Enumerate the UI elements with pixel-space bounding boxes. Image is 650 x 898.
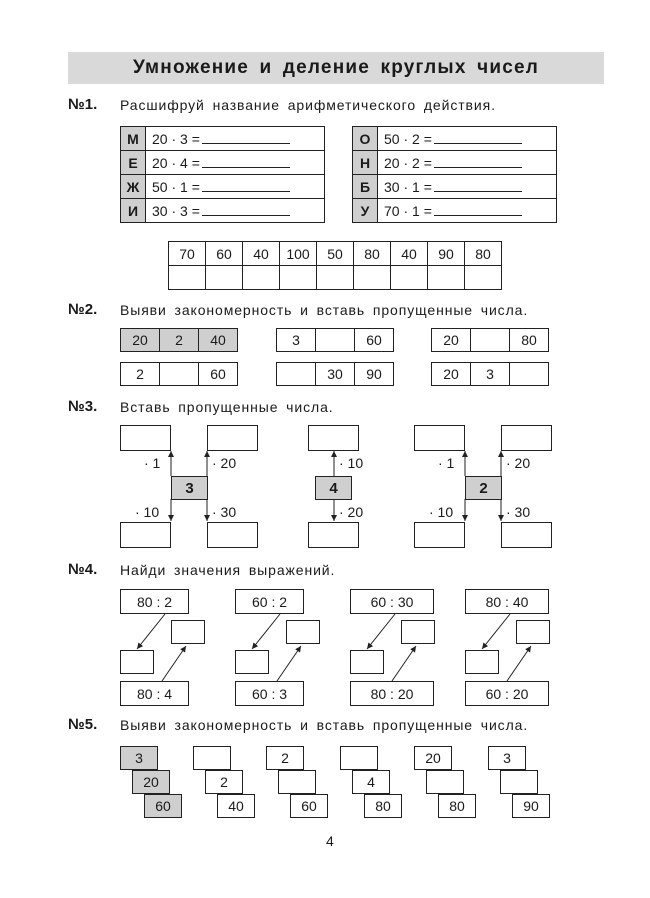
multiplier-label: · 20 (339, 504, 364, 520)
task5-text: Выяви закономерность и вставь пропущенные числа. (120, 717, 529, 733)
staircase-cell: 20 (132, 770, 170, 794)
code-letter: М (121, 127, 146, 151)
answer-box[interactable] (516, 620, 550, 644)
number-cell: 3 (276, 328, 316, 352)
code-letter: Б (353, 175, 378, 199)
code-letter: Е (121, 151, 146, 175)
answer-box[interactable] (350, 650, 384, 674)
multiplier-label: · 10 (135, 504, 160, 520)
task1-text: Расшифруй название арифметического действия. (120, 97, 496, 113)
answer-box[interactable] (401, 620, 435, 644)
answer-box[interactable] (235, 650, 269, 674)
answer-box[interactable] (286, 620, 320, 644)
center-number: 2 (465, 476, 502, 500)
answer-number: 80 (354, 242, 391, 266)
number-cell: 2 (159, 328, 199, 352)
arrow-line (367, 614, 395, 649)
staircase-cell: 3 (120, 746, 158, 770)
answer-number: 40 (391, 242, 428, 266)
code-letter: У (353, 199, 378, 223)
code-expression: 30 · 3 = (146, 199, 325, 223)
number-cell: 40 (198, 328, 238, 352)
answer-number: 70 (169, 242, 206, 266)
code-expression: 20 · 2 = (378, 151, 557, 175)
center-number: 3 (171, 476, 208, 500)
multiplier-label: · 10 (339, 455, 364, 471)
multiplier-label: · 10 (429, 504, 454, 520)
staircase-cell: 60 (144, 794, 182, 818)
staircase-cell[interactable] (193, 746, 231, 770)
task3-number: №3. (68, 398, 98, 415)
number-cell: 60 (354, 328, 394, 352)
number-cell: 20 (431, 362, 471, 386)
number-cell: 30 (315, 362, 355, 386)
staircase-cell: 4 (352, 770, 390, 794)
expression-box: 60 : 20 (465, 681, 549, 706)
staircase-cell: 40 (217, 794, 255, 818)
task1-number: №1. (68, 96, 98, 113)
staircase-cell[interactable] (340, 746, 378, 770)
code-expression: 50 · 1 = (146, 175, 325, 199)
code-letter: И (121, 199, 146, 223)
staircase-cell: 20 (414, 746, 452, 770)
expression-box: 80 : 20 (350, 681, 434, 706)
answer-number: 60 (206, 242, 243, 266)
task3-text: Вставь пропущенные числа. (120, 399, 334, 415)
staircase-cell: 3 (488, 746, 526, 770)
code-letter: Н (353, 151, 378, 175)
answer-number: 90 (428, 242, 465, 266)
answer-box[interactable] (465, 650, 499, 674)
staircase-cell: 60 (290, 794, 328, 818)
staircase-cell[interactable] (500, 770, 538, 794)
task4-text: Найди значения выражений. (120, 562, 336, 578)
number-cell: 2 (120, 362, 160, 386)
staircase-cell: 80 (438, 794, 476, 818)
answer-number: 80 (465, 242, 502, 266)
arrow-line (392, 646, 416, 681)
number-cell: 60 (198, 362, 238, 386)
arrow-line (252, 614, 280, 649)
task5-number: №5. (68, 716, 98, 733)
arrow-line (162, 646, 186, 681)
code-expression: 20 · 4 = (146, 151, 325, 175)
number-cell: 3 (470, 362, 510, 386)
arrow-line (137, 614, 165, 649)
code-expression: 50 · 2 = (378, 127, 557, 151)
staircase-cell: 2 (266, 746, 304, 770)
expression-box: 60 : 30 (350, 589, 434, 614)
answer-number: 50 (317, 242, 354, 266)
expression-box: 80 : 2 (120, 589, 189, 614)
expression-box: 60 : 3 (235, 681, 304, 706)
staircase-cell[interactable] (426, 770, 464, 794)
multiplier-label: · 30 (212, 504, 237, 520)
arrow-line (277, 646, 301, 681)
number-cell: 80 (509, 328, 549, 352)
expression-box: 80 : 40 (465, 589, 549, 614)
expression-box: 60 : 2 (235, 589, 304, 614)
page-number: 4 (326, 833, 334, 849)
answer-number: 40 (243, 242, 280, 266)
task4-number: №4. (68, 561, 98, 578)
expression-box: 80 : 4 (120, 681, 189, 706)
answer-box[interactable] (171, 620, 205, 644)
staircase-cell: 80 (364, 794, 402, 818)
answer-number: 100 (280, 242, 317, 266)
page-title: Умножение и деление круглых чисел (132, 57, 540, 78)
multiplier-label: · 30 (506, 504, 531, 520)
multiplier-label: · 20 (506, 455, 531, 471)
number-cell: 20 (431, 328, 471, 352)
staircase-cell: 90 (512, 794, 550, 818)
answer-box[interactable] (120, 650, 154, 674)
arrow-line (507, 646, 531, 681)
staircase-cell[interactable] (278, 770, 316, 794)
number-cell: 20 (120, 328, 160, 352)
arrow-line (482, 614, 510, 649)
code-expression: 20 · 3 = (146, 127, 325, 151)
code-expression: 30 · 1 = (378, 175, 557, 199)
task2-text: Выяви закономерность и вставь пропущенные числа. (120, 302, 529, 318)
multiplier-label: · 1 (438, 455, 455, 471)
center-number: 4 (315, 476, 352, 500)
multiplier-label: · 1 (144, 455, 161, 471)
code-letter: Ж (121, 175, 146, 199)
staircase-cell: 2 (205, 770, 243, 794)
code-expression: 70 · 1 = (378, 199, 557, 223)
multiplier-label: · 20 (212, 455, 237, 471)
code-letter: О (353, 127, 378, 151)
task2-number: №2. (68, 301, 98, 318)
number-cell: 90 (354, 362, 394, 386)
